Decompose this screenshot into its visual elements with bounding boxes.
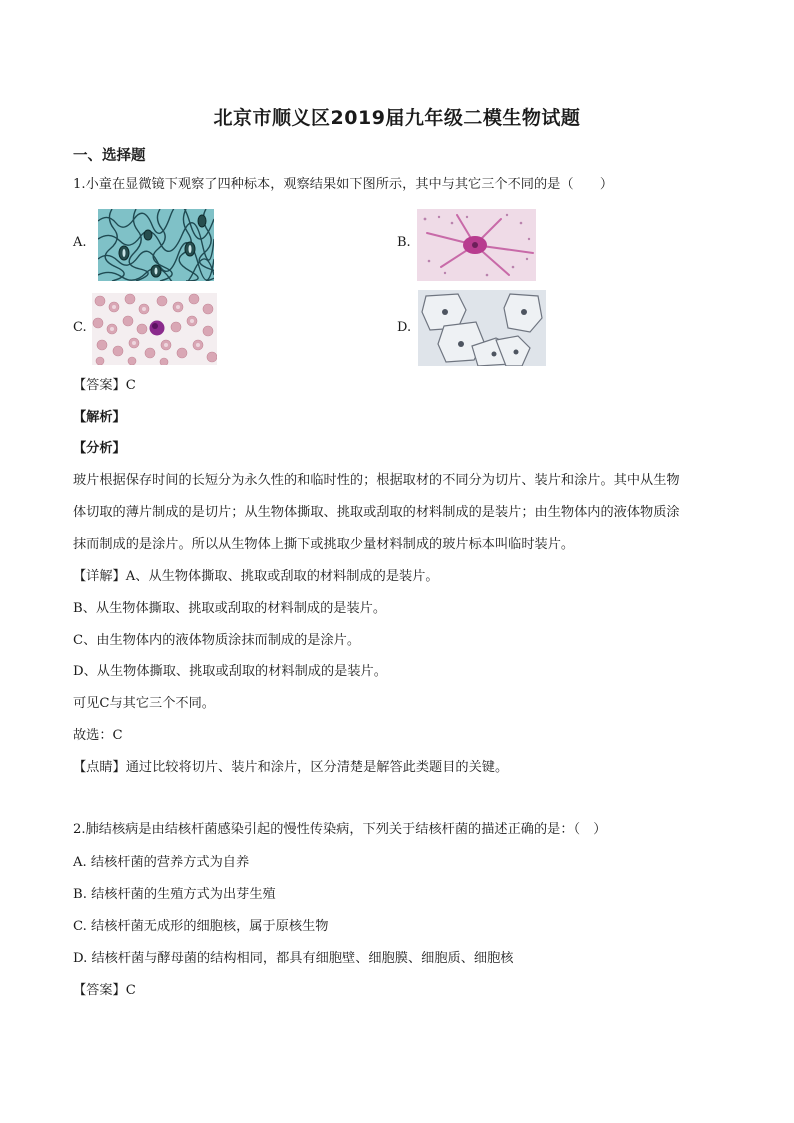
q1-jiexi-label: 【解析】 (73, 410, 126, 425)
section-heading: 一、选择题 (73, 148, 146, 164)
q1-analysis-line-3: 抹而制成的是涂片。所以从生物体上撕下或挑取少量材料制成的玻片标本叫临时装片。 (73, 537, 575, 552)
q1-detail-line-4: D、从生物体撕取、挑取或刮取的材料制成的是装片。 (73, 664, 387, 679)
question-1-stem: 1.小童在显微镜下观察了四种标本，观察结果如下图所示，其中与其它三个不同的是（ ） (73, 177, 614, 192)
q1-answer: 【答案】C (73, 378, 136, 393)
q1-analysis-line-2: 体切取的薄片制成的是切片；从生物体撕取、挑取或刮取的材料制成的是装片；由生物体内的液体物质涂 (73, 505, 680, 520)
option-d-label: D. (397, 320, 412, 335)
page-title: 北京市顺义区2019届九年级二模生物试题 (213, 107, 581, 129)
question-2-stem: 2.肺结核病是由结核杆菌感染引起的慢性传染病，下列关于结核杆菌的描述正确的是：（ ） (73, 822, 607, 837)
q1-detail-line-1: 【详解】A、从生物体撕取、挑取或刮取的材料制成的是装片。 (73, 569, 439, 584)
q1-detail-line-3: C、由生物体内的液体物质涂抹而制成的是涂片。 (73, 633, 361, 648)
option-c-label: C. (73, 320, 87, 335)
q1-detail-line-2: B、从生物体撕取、挑取或刮取的材料制成的是装片。 (73, 601, 387, 616)
option-a-label: A. (73, 235, 87, 250)
q1-dianjing: 【点睛】通过比较将切片、装片和涂片，区分清楚是解答此类题目的关键。 (73, 760, 509, 775)
q2-option-a: A. 结核杆菌的营养方式为自养 (73, 855, 250, 870)
neuron-smear-image (417, 209, 536, 281)
blood-smear-image (92, 293, 217, 365)
q1-analysis-line-1: 玻片根据保存时间的长短分为永久性的和临时性的；根据取材的不同分为切片、装片和涂片。其中从生物 (73, 473, 680, 488)
q2-option-d: D. 结核杆菌与酵母菌的结构相同，都具有细胞壁、细胞膜、细胞质、细胞核 (73, 951, 514, 966)
q1-detail-line-6: 故选：C (73, 728, 123, 743)
q1-detail-line-5: 可见C与其它三个不同。 (73, 696, 215, 711)
leaf-epidermis-image (98, 209, 214, 281)
option-b-label: B. (397, 235, 411, 250)
q2-option-c: C. 结核杆菌无成形的细胞核，属于原核生物 (73, 919, 329, 934)
q2-answer: 【答案】C (73, 983, 136, 998)
q2-option-b: B. 结核杆菌的生殖方式为出芽生殖 (73, 887, 276, 902)
epithelial-cells-image (418, 290, 546, 366)
q1-fenxi-label: 【分析】 (73, 441, 126, 456)
